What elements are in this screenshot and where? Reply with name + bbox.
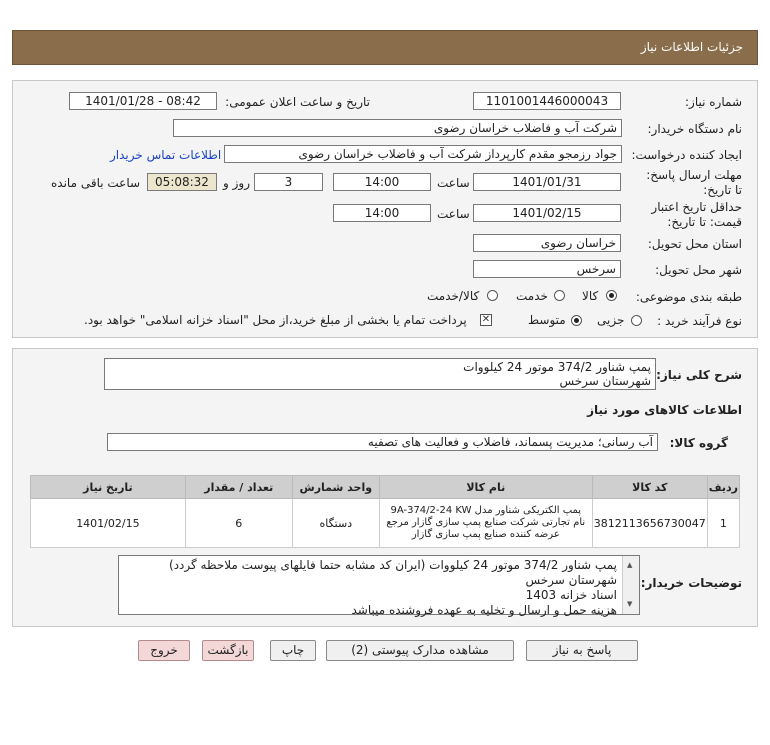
announce-label: تاریخ و ساعت اعلان عمومی: [225, 95, 370, 109]
deadline-time-field: 14:00 [333, 173, 431, 191]
process-radio-minor[interactable] [631, 315, 642, 326]
announce-field: 1401/01/28 - 08:42 [69, 92, 217, 110]
city-label: شهر محل تحویل: [655, 263, 742, 277]
buyer-contact-link[interactable]: اطلاعات تماس خریدار [110, 148, 222, 162]
process-radio-medium[interactable] [571, 315, 582, 326]
process-label: نوع فرآیند خرید : [657, 314, 742, 328]
category-option-both: کالا/خدمت [427, 289, 480, 303]
province-field: خراسان رضوی [473, 234, 621, 252]
creator-label: ایجاد کننده درخواست: [631, 148, 742, 162]
scroll-down-icon[interactable]: ▼ [627, 600, 633, 608]
days-label: روز و [223, 176, 250, 190]
cell-date: 1401/02/15 [31, 499, 186, 548]
col-header-code: کد کالا [592, 476, 707, 499]
col-header-name: نام کالا [379, 476, 592, 499]
page-header [12, 30, 758, 65]
category-radio-both[interactable] [487, 290, 498, 301]
category-radio-goods[interactable] [606, 290, 617, 301]
validity-time-field: 14:00 [333, 204, 431, 222]
need-number-label: شماره نیاز: [685, 95, 742, 109]
summary-label: شرح کلی نیاز: [656, 368, 742, 382]
notes-scrollbar[interactable] [622, 556, 639, 614]
days-field: 3 [254, 173, 323, 191]
validity-label-text: حداقل تاریخ اعتبار قیمت: تا تاریخ: [651, 200, 742, 229]
cell-unit: دستگاه [292, 499, 379, 548]
attachments-button[interactable]: مشاهده مدارک پیوستی (2) [326, 640, 514, 661]
goods-group-field: آب رسانی؛ مدیریت پسماند، فاضلاب و فعالیت های تصفیه [107, 433, 658, 451]
goods-info-heading: اطلاعات کالاهای مورد نیاز [587, 403, 742, 417]
cell-index: 1 [707, 499, 739, 548]
buyer-notes-label: توضیحات خریدار: [640, 576, 742, 590]
print-button[interactable]: چاپ [270, 640, 316, 661]
category-radio-service[interactable] [554, 290, 565, 301]
validity-label [642, 200, 742, 230]
treasury-payment-checkbox[interactable]: ✕ [481, 314, 491, 325]
page-title: جزئیات اطلاعات نیاز [640, 40, 743, 54]
summary-field [104, 358, 656, 390]
col-header-qty: تعداد / مقدار [185, 476, 292, 499]
need-number-field: 1101001446000043 [473, 92, 621, 110]
notes-line-4: هزینه حمل و ارسال و تخلیه به عهده فروشنده میباشد [351, 603, 617, 617]
goods-table [30, 475, 740, 548]
deadline-label-text: مهلت ارسال پاسخ: تا تاریخ: [646, 168, 742, 197]
notes-line-1: پمپ شناور 374/2 موتور 24 کیلووات (ایران کد مشابه حتما فایلهای پیوست ملاحظه گردد) [169, 558, 617, 572]
validity-date-field: 1401/02/15 [473, 204, 621, 222]
deadline-time-label: ساعت [437, 176, 470, 190]
goods-group-label: گروه کالا: [669, 436, 728, 450]
col-header-unit: واحد شمارش [292, 476, 379, 499]
buyer-label: نام دستگاه خریدار: [647, 122, 742, 136]
process-option-medium: متوسط [528, 313, 566, 327]
province-label: استان محل تحویل: [647, 237, 742, 251]
summary-line-2: شهرستان سرخس [559, 374, 651, 388]
back-button[interactable]: بازگشت [202, 640, 254, 661]
exit-button[interactable]: خروج [138, 640, 190, 661]
category-option-service: خدمت [516, 289, 548, 303]
remaining-time-field: 05:08:32 [147, 173, 217, 191]
notes-line-3: اسناد خزانه 1403 [525, 588, 617, 602]
buyer-notes-field [118, 555, 640, 615]
category-label: طبقه بندی موضوعی: [635, 290, 742, 304]
cell-code: 3812113656730047 [592, 499, 707, 548]
scroll-up-icon[interactable]: ▲ [627, 561, 633, 569]
deadline-date-field: 1401/01/31 [473, 173, 621, 191]
remaining-label: ساعت باقی مانده [51, 176, 141, 190]
notes-line-2: شهرستان سرخس [525, 573, 617, 587]
process-option-minor: جزیی [597, 313, 625, 327]
table-row [31, 499, 740, 548]
treasury-payment-note: پرداخت تمام یا بخشی از مبلغ خرید،از محل "اسناد خزانه اسلامی" خواهد بود. [84, 313, 467, 327]
cell-name: پمپ الکتریکی شناور مدل 9A-374/2-24 KW نام تجارتی شرکت صنایع پمپ سازی گازار مرجع عرضه کننده صنایع پمپ سازی گازار [379, 499, 592, 548]
goods-table-header [31, 476, 740, 499]
deadline-label [642, 168, 742, 198]
reply-button[interactable]: پاسخ به نیاز [526, 640, 638, 661]
category-option-goods: کالا [582, 289, 599, 303]
cell-qty: 6 [185, 499, 292, 548]
validity-time-label: ساعت [437, 207, 470, 221]
summary-line-1: پمپ شناور 374/2 موتور 24 کیلووات [463, 360, 651, 374]
col-header-date: تاریخ نیاز [31, 476, 186, 499]
city-field: سرخس [473, 260, 621, 278]
creator-field: جواد رزمجو مقدم کارپرداز شرکت آب و فاضلاب خراسان رضوی [224, 145, 622, 163]
col-header-index: ردیف [707, 476, 739, 499]
buyer-field: شرکت آب و فاضلاب خراسان رضوی [173, 119, 622, 137]
